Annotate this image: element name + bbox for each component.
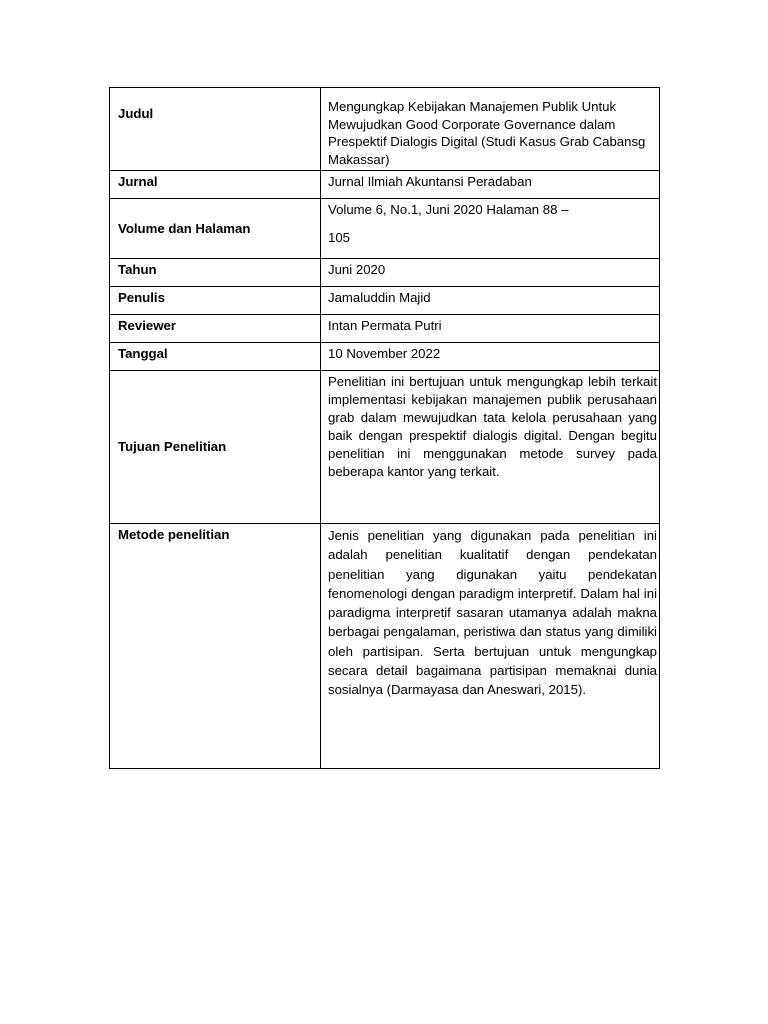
value-volume-line1: Volume 6, No.1, Juni 2020 Halaman 88 – — [328, 202, 569, 217]
row-judul — [110, 88, 660, 171]
row-metode — [110, 524, 660, 769]
value-judul: Mengungkap Kebijakan Manajemen Publik Untuk Mewujudkan Good Corporate Governance dalam Prespektif Dialogis Digital (Studi Kasus Grab Cabansg Makassar) — [321, 88, 660, 171]
label-penulis: Penulis — [110, 287, 321, 315]
value-tujuan: Penelitian ini bertujuan untuk mengungkap lebih terkait implementasi kebijakan manajemen publik perusahaan grab dalam mewujudkan tata kelola perusahaan yang baik dengan prespektif dialogis digital. Dengan begitu penelitian ini menggunakan metode survey pada beberapa kantor yang terkait. — [321, 371, 660, 524]
label-tahun: Tahun — [110, 259, 321, 287]
value-volume — [321, 199, 660, 259]
label-jurnal: Jurnal — [110, 171, 321, 199]
row-penulis — [110, 287, 660, 315]
label-metode: Metode penelitian — [110, 524, 321, 769]
value-volume-line2: 105 — [328, 230, 351, 245]
value-reviewer: Intan Permata Putri — [321, 315, 660, 343]
label-volume: Volume dan Halaman — [110, 199, 321, 259]
label-tanggal: Tanggal — [110, 343, 321, 371]
label-reviewer: Reviewer — [110, 315, 321, 343]
row-volume — [110, 199, 660, 259]
value-jurnal: Jurnal Ilmiah Akuntansi Peradaban — [321, 171, 660, 199]
row-tujuan — [110, 371, 660, 524]
value-tahun: Juni 2020 — [321, 259, 660, 287]
row-jurnal — [110, 171, 660, 199]
value-penulis: Jamaluddin Majid — [321, 287, 660, 315]
label-judul: Judul — [110, 88, 321, 171]
row-tahun — [110, 259, 660, 287]
label-tujuan: Tujuan Penelitian — [110, 371, 321, 524]
value-tanggal: 10 November 2022 — [321, 343, 660, 371]
review-table — [109, 87, 660, 769]
row-tanggal — [110, 343, 660, 371]
row-reviewer — [110, 315, 660, 343]
value-metode: Jenis penelitian yang digunakan pada penelitian ini adalah penelitian kualitatif dengan pendekatan penelitian yang digunakan yaitu pendekatan fenomenologi dengan paradigm interpretif. Dalam hal ini paradigma interpretif sasaran utamanya adalah makna berbagai pengalaman, peristiwa dan status yang dimiliki oleh partisipan. Serta bertujuan untuk mengungkap secara detail bagaimana partisipan memaknai dunia sosialnya (Darmayasa dan Aneswari, 2015). — [321, 524, 660, 769]
